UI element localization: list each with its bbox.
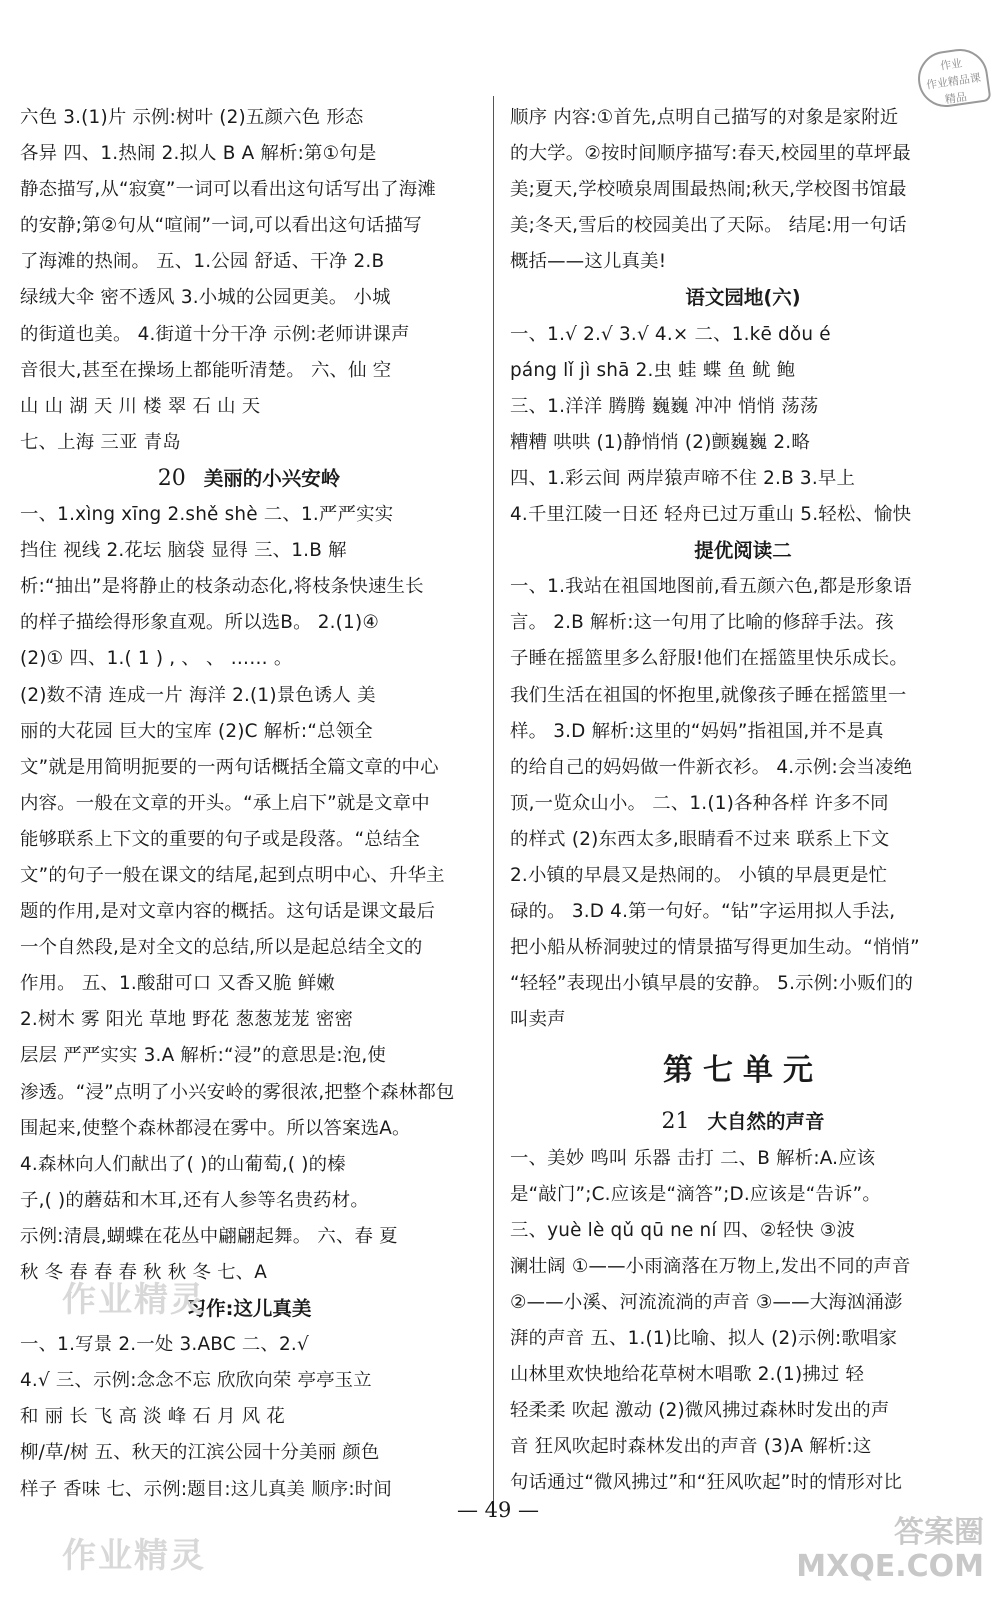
- answer-line: 句话通过“微风拂过”和“狂风吹起”时的情形对比: [510, 1472, 903, 1494]
- right-column: [510, 100, 976, 1501]
- section-heading: [510, 533, 976, 569]
- answer-line: 三、yuè lè qǔ qū ne ní 四、②轻快 ③波: [510, 1219, 856, 1241]
- answer-line: 了海滩的热闹。 五、1.公园 舒适、干净 2.B: [20, 251, 385, 273]
- column-divider: [493, 96, 494, 1506]
- answer-line: 六色 3.(1)片 示例:树叶 (2)五颜六色 形态: [20, 107, 364, 128]
- stamp-line: 作业精品课: [925, 71, 982, 92]
- answer-line: (2)数不清 连成一片 海洋 2.(1)景色诱人 美: [20, 684, 376, 706]
- heading-title: 美丽的小兴安岭: [203, 466, 341, 490]
- answer-line: 围起来,使整个森林都浸在雾中。所以答案选A。: [20, 1117, 411, 1139]
- answer-line: 四、1.彩云间 两岸猿声啼不住 2.B 3.早上: [510, 467, 856, 489]
- heading-title: 习作:这儿真美: [186, 1297, 312, 1321]
- answer-line: 的样子描绘得形象直观。所以选B。 2.(1)④: [20, 612, 380, 634]
- answer-line: 的安静;第②句从“喧闹”一词,可以看出这句话描写: [20, 215, 422, 237]
- answer-line: 渗透。“浸”点明了小兴安岭的雾很浓,把整个森林都包: [20, 1081, 455, 1103]
- answer-line: 挡住 视线 2.花坛 脑袋 显得 三、1.B 解: [20, 540, 347, 562]
- answer-line: 样。 3.D 解析:这里的“妈妈”指祖国,并不是真: [510, 720, 884, 742]
- answer-line: 2.树木 雾 阳光 草地 野花 葱葱茏茏 密密: [20, 1009, 354, 1031]
- answer-line: 叫卖声: [510, 1009, 566, 1031]
- answer-line: 澜壮阔 ①——小雨滴落在万物上,发出不同的声音: [510, 1255, 911, 1277]
- answer-line: 能够联系上下文的重要的句子或是段落。“总结全: [20, 828, 421, 850]
- answer-line: 的街道也美。 4.街道十分干净 示例:老师讲课声: [20, 323, 410, 345]
- answer-line: 山 山 湖 天 川 楼 翠 石 山 天: [20, 395, 261, 417]
- answer-line: 碌的。 3.D 4.第一句好。“钻”字运用拟人手法,: [510, 901, 896, 923]
- answer-line: 4.√ 三、示例:念念不忘 欣欣向荣 亭亭玉立: [20, 1370, 372, 1392]
- answer-line: 概括——这儿真美!: [510, 251, 667, 273]
- lesson-number: 21: [661, 1109, 690, 1135]
- page-number: — 49 —: [456, 1498, 540, 1522]
- answer-line: 层层 严严实实 3.A 解析:“浸”的意思是:泡,使: [20, 1045, 387, 1067]
- answer-line: páng lǐ jì shā 2.虫 蛙 蝶 鱼 鱿 鲍: [510, 359, 796, 381]
- answer-line: 绿绒大伞 密不透风 3.小城的公园更美。 小城: [20, 287, 391, 309]
- answer-line: 各异 四、1.热闹 2.拟人 B A 解析:第①句是: [20, 143, 377, 165]
- answer-line: 样子 香味 七、示例:题目:这儿真美 顺序:时间: [20, 1478, 392, 1500]
- answer-line: 美;夏天,学校喷泉周围最热闹;秋天,学校图书馆最: [510, 179, 907, 201]
- answer-line: 一、1.xìng xīng 2.shě shè 二、1.严严实实: [20, 504, 394, 526]
- answer-line: 顺序 内容:①首先,点明自己描写的对象是家附近: [510, 107, 899, 128]
- answer-line: 言。 2.B 解析:这一句用了比喻的修辞手法。孩: [510, 612, 894, 634]
- stamp-line: 精品: [944, 90, 968, 107]
- answer-line: 山林里欢快地给花草树木唱歌 2.(1)拂过 轻: [510, 1364, 865, 1386]
- answer-line: 内容。一般在文章的开头。“承上启下”就是文章中: [20, 792, 430, 814]
- answer-line: 文”的句子一般在课文的结尾,起到点明中心、升华主: [20, 864, 445, 886]
- answer-line: 子睡在摇篮里多么舒服!他们在摇篮里快乐成长。: [510, 648, 908, 670]
- answer-line: 一、1.写景 2.一处 3.ABC 二、2.√: [20, 1334, 309, 1356]
- watermark-right-line: 答案圈: [894, 1515, 984, 1550]
- answer-line: 把小船从桥洞驶过的情景描写得更加生动。“悄悄”: [510, 937, 920, 959]
- answer-line: 顶,一览众山小。 二、1.(1)各种各样 许多不同: [510, 792, 889, 814]
- answer-line: 音很大,甚至在操场上都能听清楚。 六、仙 空: [20, 359, 392, 381]
- answer-line: ②——小溪、河流流淌的声音 ③——大海汹涌澎: [510, 1291, 903, 1313]
- answer-line: 示例:清晨,蝴蝶在花丛中翩翩起舞。 六、春 夏: [20, 1225, 398, 1247]
- answer-line: 秋 冬 春 春 春 秋 秋 冬 七、A: [20, 1262, 268, 1283]
- heading-title: 大自然的声音: [707, 1110, 825, 1134]
- unit-title: 第七单元: [663, 1053, 823, 1089]
- answer-line: 三、1.洋洋 腾腾 巍巍 冲冲 悄悄 荡荡: [510, 395, 819, 417]
- answer-line: 的样式 (2)东西太多,眼睛看不过来 联系上下文: [510, 828, 890, 850]
- watermark-left-mid: 作业精灵: [62, 1280, 206, 1320]
- heading-title: 语文园地(六): [685, 286, 801, 310]
- answer-line: 美;冬天,雪后的校园美出了天际。 结尾:用一句话: [510, 215, 907, 237]
- answer-line: 4.千里江陵一日还 轻舟已过万重山 5.轻松、愉快: [510, 504, 912, 526]
- answer-line: 子,( )的蘑菇和木耳,还有人参等名贵药材。: [20, 1189, 369, 1211]
- answer-line: 七、上海 三亚 青岛: [20, 431, 181, 453]
- answer-line: 一、1.我站在祖国地图前,看五颜六色,都是形象语: [510, 576, 912, 598]
- answer-line: 湃的声音 五、1.(1)比喻、拟人 (2)示例:歌唱家: [510, 1328, 898, 1349]
- answer-line: 和 丽 长 飞 高 淡 峰 石 月 风 花: [20, 1406, 285, 1428]
- answer-line: 的大学。②按时间顺序描写:春天,校园里的草坪最: [510, 143, 911, 165]
- section-heading: [20, 461, 478, 497]
- answer-line: 一、1.√ 2.√ 3.√ 4.× 二、1.kē dǒu é: [510, 323, 831, 345]
- answer-line: 文”就是用简明扼要的一两句话概括全篇文章的中心: [20, 756, 439, 778]
- answer-line: 一、美妙 鸣叫 乐器 击打 二、B 解析:A.应该: [510, 1147, 876, 1169]
- answer-line: 静态描写,从“寂寞”一词可以看出这句话写出了海滩: [20, 179, 436, 201]
- answer-line: 4.森林向人们献出了( )的山葡萄,( )的榛: [20, 1153, 346, 1175]
- answer-line: 作用。 五、1.酸甜可口 又香又脆 鲜嫩: [20, 973, 335, 995]
- answer-line: 一个自然段,是对全文的总结,所以是起总结全文的: [20, 937, 423, 959]
- answer-line: 柳/草/树 五、秋天的江滨公园十分美丽 颜色: [20, 1442, 380, 1464]
- answer-line: 我们生活在祖国的怀抱里,就像孩子睡在摇篮里一: [510, 684, 907, 706]
- answer-line: 丽的大花园 巨大的宝库 (2)C 解析:“总领全: [20, 720, 373, 742]
- section-heading: [510, 1104, 976, 1140]
- answer-line: 是“敲门”;C.应该是“滴答”;D.应该是“告诉”。: [510, 1183, 881, 1205]
- lesson-number: 20: [157, 465, 186, 491]
- stamp-line: 作业: [939, 56, 963, 73]
- watermark-right-line: MXQE.COM: [796, 1549, 984, 1584]
- answer-line: 轻柔柔 吹起 激动 (2)微风拂过森林时发出的声: [510, 1400, 890, 1422]
- answer-line: 糟糟 哄哄 (1)静悄悄 (2)颤巍巍 2.略: [510, 431, 810, 453]
- section-heading: [510, 280, 976, 316]
- watermark-left-bottom: 作业精灵: [62, 1536, 206, 1576]
- answer-line: 音 狂风吹起时森林发出的声音 (3)A 解析:这: [510, 1436, 872, 1458]
- answer-line: 题的作用,是对文章内容的概括。这句话是课文最后: [20, 901, 436, 923]
- answer-line: “轻轻”表现出小镇早晨的安静。 5.示例:小贩们的: [510, 973, 914, 995]
- answer-line: 的给自己的妈妈做一件新衣衫。 4.示例:会当凌绝: [510, 756, 913, 778]
- answer-line: 析:“抽出”是将静止的枝条动态化,将枝条快速生长: [20, 576, 424, 598]
- answer-line: (2)① 四、1.( 1 ) , 、 、 …… 。: [20, 648, 293, 670]
- heading-title: 提优阅读二: [694, 539, 792, 563]
- answer-line: 2.小镇的早晨又是热闹的。 小镇的早晨更是忙: [510, 864, 888, 886]
